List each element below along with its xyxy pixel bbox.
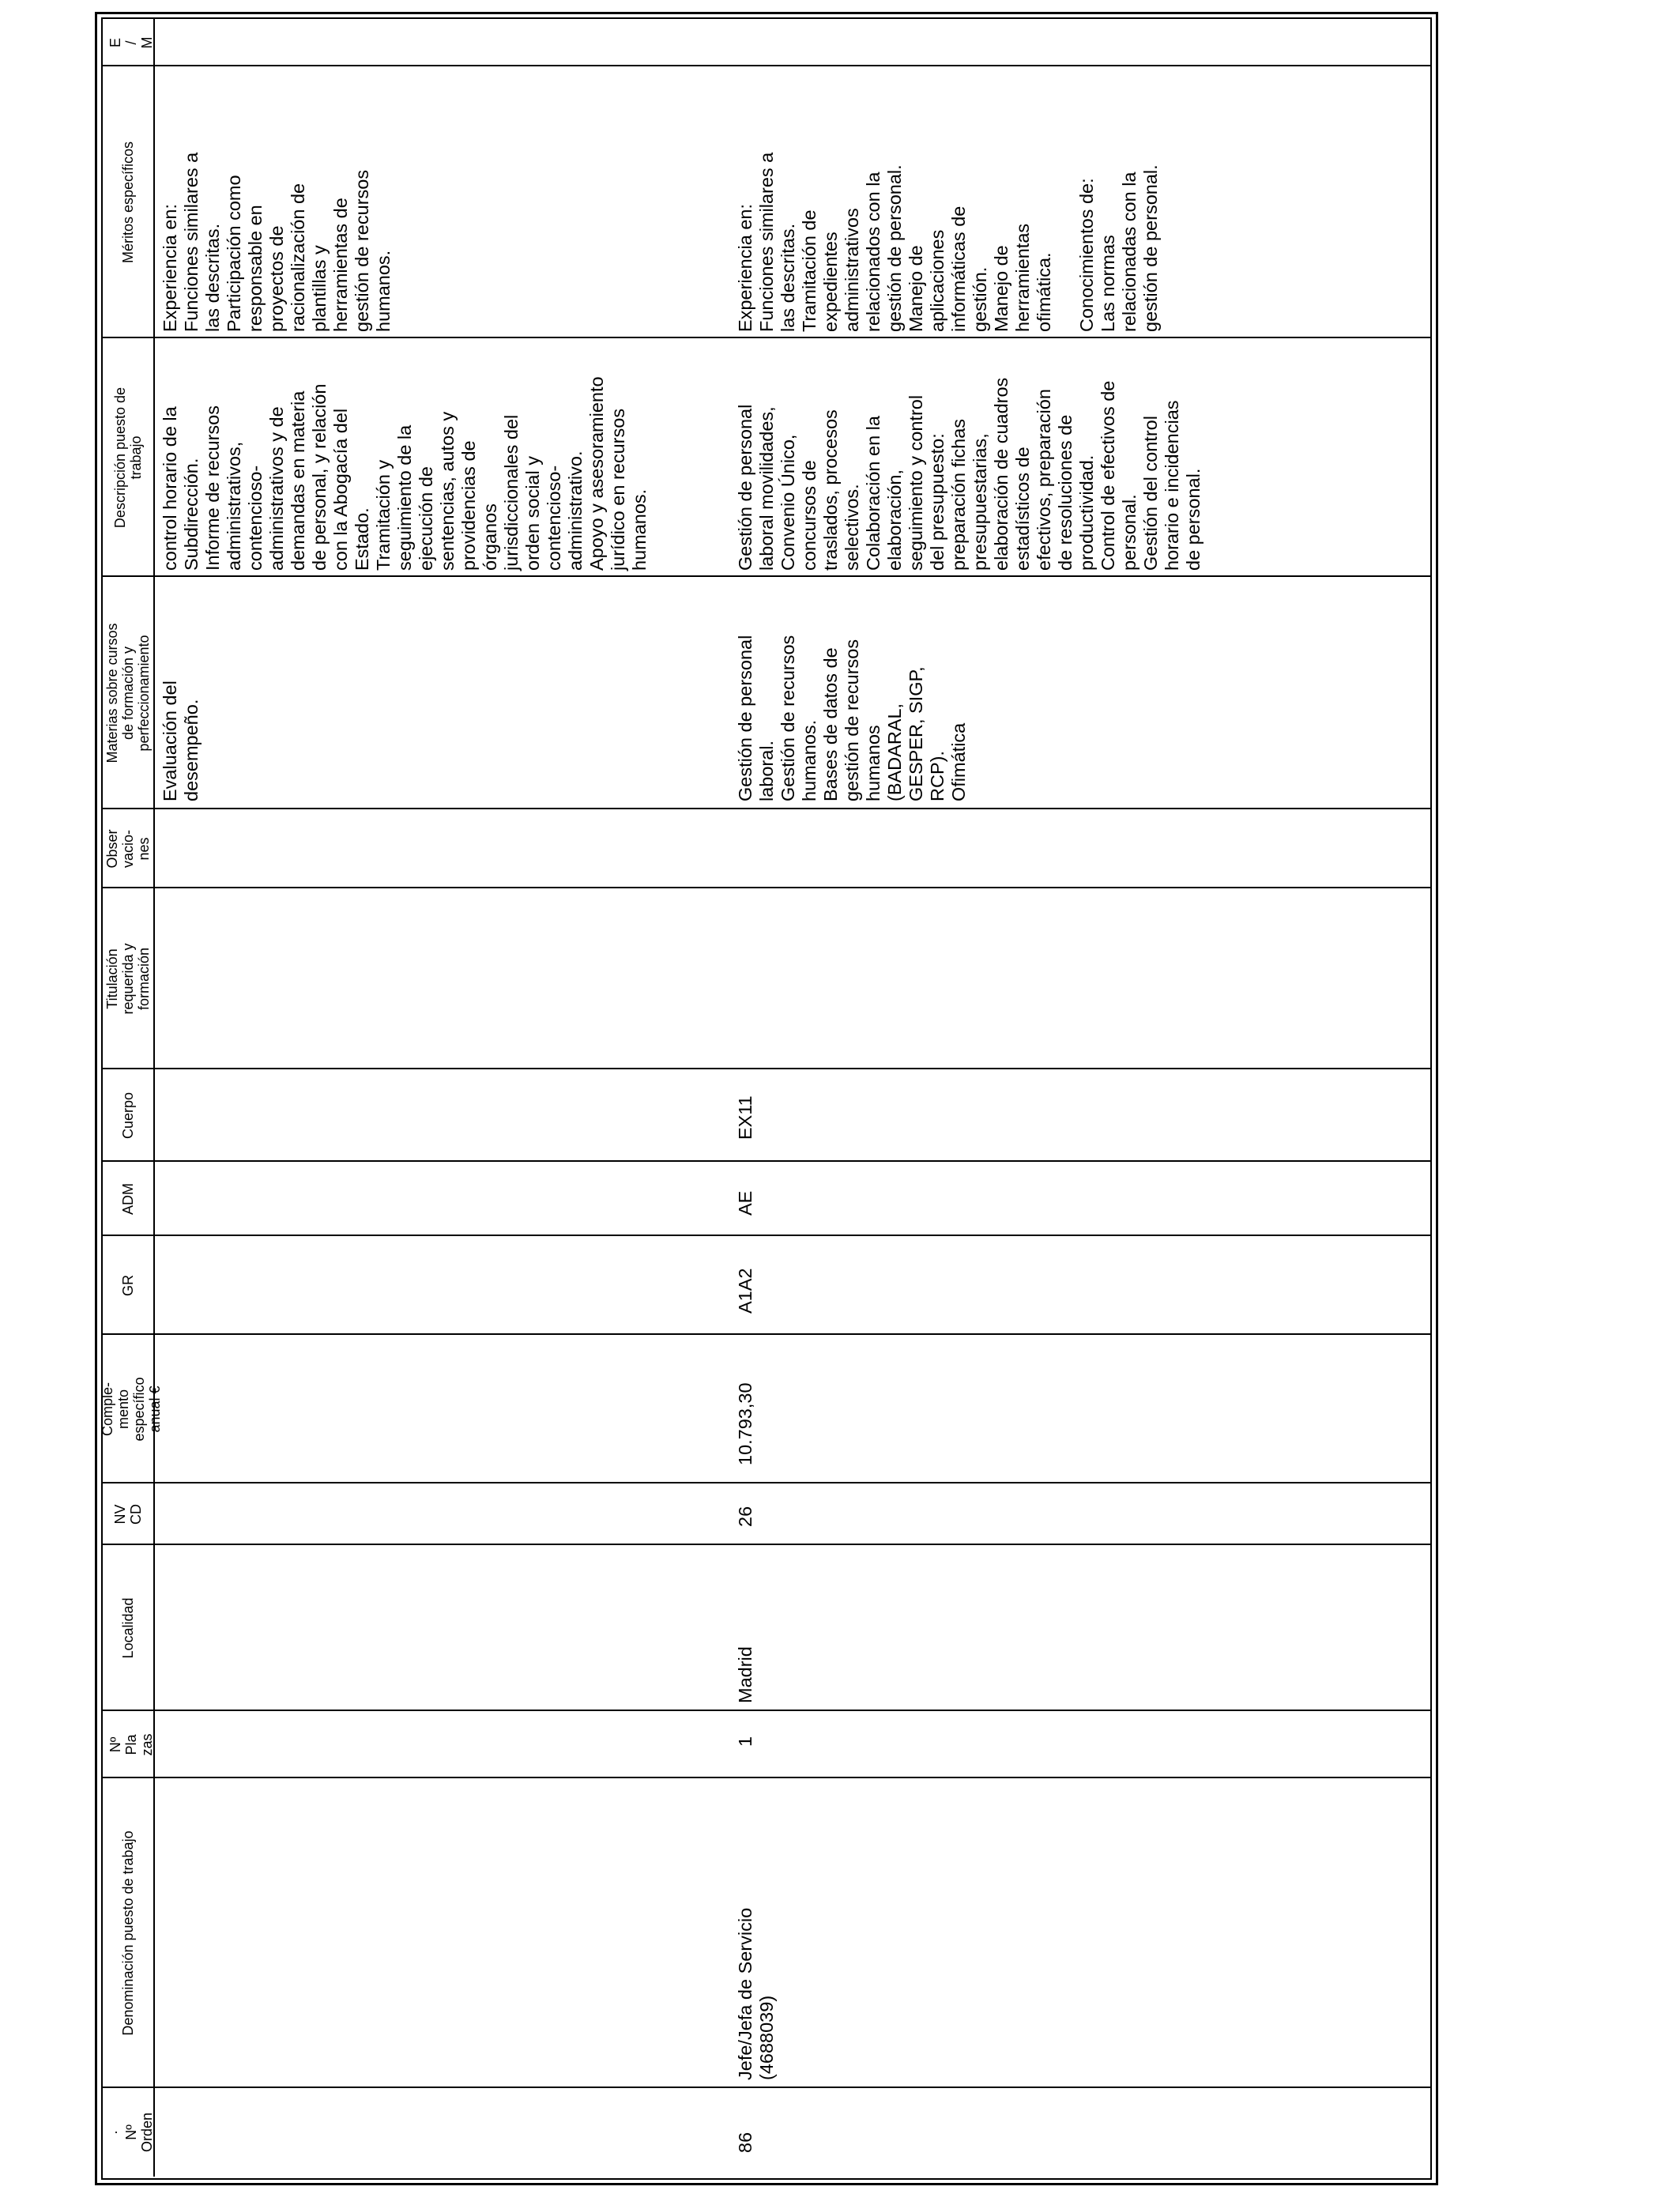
column-separator (103, 1710, 1430, 1711)
column-separator (103, 1777, 1430, 1778)
row-meritos: Experiencia en: Funciones similares a las descritas. Tramitación de expedientes administrativos relacionados con la gestión de personal. Manejo de aplicaciones informáticas de gestión. Manejo de herramientas ofimática. Conocimientos de: Las normas relacionadas con la gestión de personal. (735, 152, 1161, 332)
column-separator (103, 2087, 1430, 2088)
column-separator (103, 1160, 1430, 1162)
header-materias: Materias sobre cursos de formación y perfeccionamiento (104, 623, 152, 763)
column-separator (103, 808, 1430, 809)
header-em: E / M (107, 36, 155, 49)
header-complemento: Comple- mento específico anual € (100, 1377, 163, 1442)
row-denominacion: Jefe/Jefa de Servicio (4688039) (735, 1907, 777, 2080)
header-localidad: Localidad (120, 1597, 136, 1659)
column-separator (103, 887, 1430, 888)
column-separator (103, 575, 1430, 577)
continuation-meritos: Experiencia en: Funciones similares a las descritas. Participación como responsable en proyectos de racionalización de plantillas y herramientas de gestión de recursos humanos. (160, 152, 394, 332)
row-localidad: Madrid (735, 1646, 755, 1703)
header-meritos: Méritos específicos (120, 141, 136, 264)
header-orden: · Nº Orden (107, 2112, 155, 2153)
row-grupo: A1A2 (735, 1268, 755, 1314)
header-separator (153, 19, 155, 2177)
positions-table (100, 19, 1430, 2177)
header-grupo: GR (120, 1275, 136, 1296)
header-descripcion: Descripción puesto de trabajo (112, 386, 144, 529)
row-descripcion: Gestión de personal laboral movilidades, Convenio Único, concursos de traslados, procesos selectivos. Colaboración en la elaboración, seguimiento y control del presupuesto: preparación fichas presupuestarias, elaboración de cuadros estadísticos de efectivos, preparación de resoluciones de productividad. Control de efectivos de personal. Gestión del control horario e incidencias de personal. (735, 377, 1203, 571)
row-materias: Gestión de personal laboral. Gestión de recursos humanos. Bases de datos de gestión de recursos humanos (BADARAL, GESPER, SIGP, RCP). Ofimática (735, 635, 969, 801)
column-separator (103, 1235, 1430, 1236)
header-adm: ADM (120, 1183, 136, 1215)
header-denominacion: Denominación puesto de trabajo (120, 1830, 136, 2036)
continuation-descripcion: control horario de la Subdirección. Informe de recursos administrativos, contencioso- administrativos y de demandas en materia de personal, y relación con la Abogacía del Estado. Tramitación y seguimiento de la ejecución de sentencias, autos y providencias de órganos jurisdiccionales del orden social y contencioso- administrativo. Apoyo y asesoramiento jurídico en recursos humanos. (160, 376, 650, 571)
row-plazas: 1 (735, 1736, 755, 1747)
header-nivel: NV CD (112, 1504, 144, 1525)
continuation-materias: Evaluación del desempeño. (160, 680, 202, 801)
header-plazas: Nº Pla zas (107, 1733, 155, 1756)
column-separator (103, 1068, 1430, 1069)
row-cuerpo: EX11 (735, 1095, 755, 1140)
row-adm: AE (735, 1190, 755, 1216)
row-nivel: 26 (735, 1506, 755, 1527)
column-separator (103, 1333, 1430, 1335)
header-observaciones: Obser vacio- nes (104, 829, 152, 869)
row-complemento: 10.793,30 (735, 1382, 755, 1465)
header-cuerpo: Cuerpo (120, 1091, 136, 1140)
header-titulacion: Titulación requerida y formación (104, 943, 152, 1015)
column-separator (103, 1544, 1430, 1545)
row-orden: 86 (735, 2132, 755, 2153)
column-separator (103, 1482, 1430, 1483)
